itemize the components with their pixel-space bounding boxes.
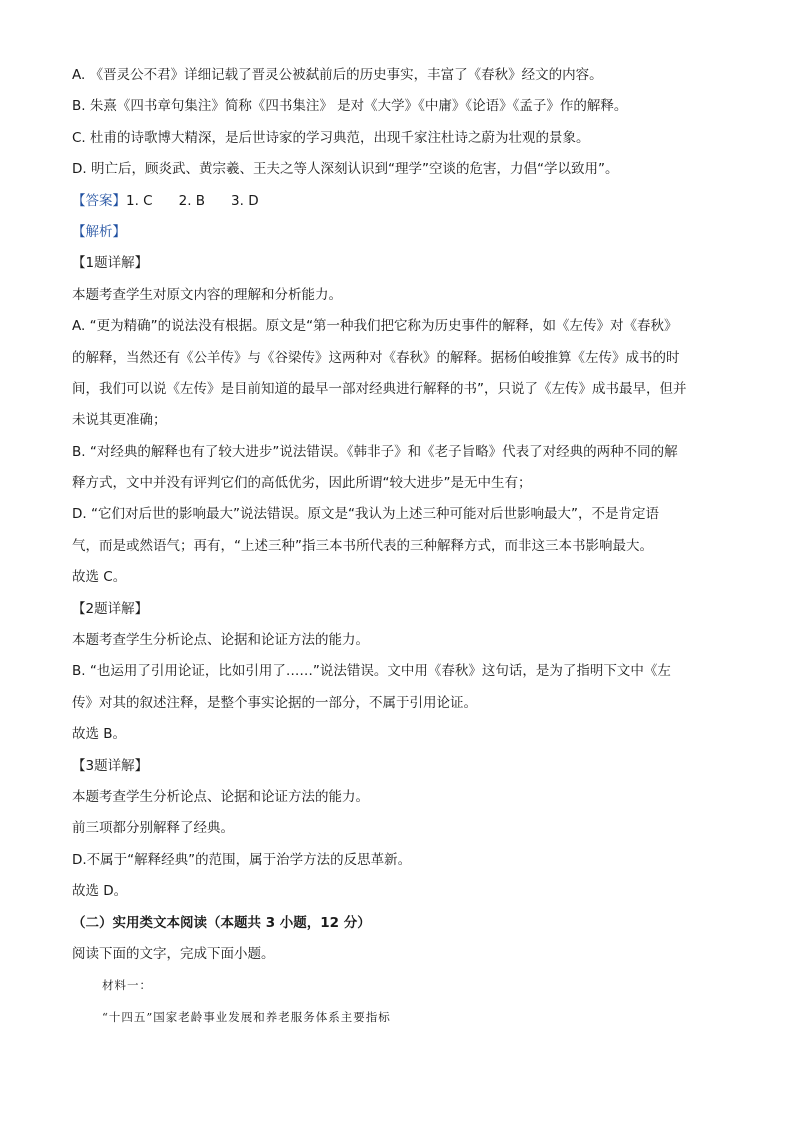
option-a: A. 《晋灵公不君》详细记载了晋灵公被弑前后的历史事实，丰富了《春秋》经文的内容。 [72,67,603,83]
q2-heading: 【2题详解】 [72,600,149,617]
q2-line: B. “也运用了引用论证，比如引用了……”说法错误。文中用《春秋》这句话，是为了指明下文中《左 [72,663,671,680]
q1-line: A. “更为精确”的说法没有根据。原文是“第一种我们把它称为历史事件的解释，如《左传》对《春秋》 [72,318,678,335]
q1-line: 释方式，文中并没有评判它们的高低优劣，因此所谓“较大进步”是无中生有； [72,475,532,492]
q1-heading: 【1题详解】 [72,255,149,272]
q2-conclusion: 故选 B。 [72,726,127,743]
q2-line: 本题考查学生分析论点、论据和论证方法的能力。 [72,632,369,649]
q1-line: B. “对经典的解释也有了较大进步”说法错误。《韩非子》和《老子旨略》代表了对经典的两种不同的解 [72,443,678,460]
answer-3: 3. D [231,192,259,209]
answer-label: 【答案】 [72,192,126,209]
q3-line: D.不属于“解释经典”的范围，属于治学方法的反思革新。 [72,851,412,868]
q3-line: 本题考查学生分析论点、论据和论证方法的能力。 [72,788,369,805]
q1-line: 气，而是或然语气；再有，“上述三种”指三本书所代表的三种解释方式，而非这三本书影响最大。 [72,537,653,554]
q3-heading: 【3题详解】 [72,757,149,774]
q3-line: 前三项都分别解释了经典。 [72,820,234,837]
q1-conclusion: 故选 C。 [72,569,127,586]
q1-line: 未说其更准确； [72,412,167,429]
material-label: 材料一： [102,978,152,993]
q1-line: 间，我们可以说《左传》是目前知道的最早一部对经典进行解释的书”，只说了《左传》成书最早，但并 [72,380,687,397]
document-page [72,60,722,1033]
option-b: B. 朱熹《四书章句集注》简称《四书集注》 是对《大学》《中庸》《论语》《孟子》作的解释。 [72,98,628,115]
section-instruction: 阅读下面的文字，完成下面小题。 [72,945,275,962]
answer-line [72,186,722,217]
answer-1: 1. C [126,192,153,209]
material-caption: “十四五”国家老龄事业发展和养老服务体系主要指标 [102,1009,391,1024]
analysis-label: 【解析】 [72,223,126,240]
q3-conclusion: 故选 D。 [72,883,128,900]
section-title: （二）实用类文本阅读（本题共 3 小题，12 分） [72,914,371,931]
q1-line: 本题考查学生对原文内容的理解和分析能力。 [72,286,342,303]
q1-line: 的解释，当然还有《公羊传》与《谷梁传》这两种对《春秋》的解释。据杨伯峻推算《左传》成书的时 [72,349,680,366]
option-d: D. 明亡后，顾炎武、黄宗羲、王夫之等人深刻认识到“理学”空谈的危害，力倡“学以致用”。 [72,161,619,178]
answer-2: 2. B [178,192,206,209]
option-c: C. 杜甫的诗歌博大精深，是后世诗家的学习典范，出现千家注杜诗之蔚为壮观的景象。 [72,129,590,146]
q1-line: D. “它们对后世的影响最大”说法错误。原文是“我认为上述三种可能对后世影响最大”，不是肯定语 [72,506,659,523]
q2-line: 传》对其的叙述注释，是整个事实论据的一部分，不属于引用论证。 [72,694,477,711]
